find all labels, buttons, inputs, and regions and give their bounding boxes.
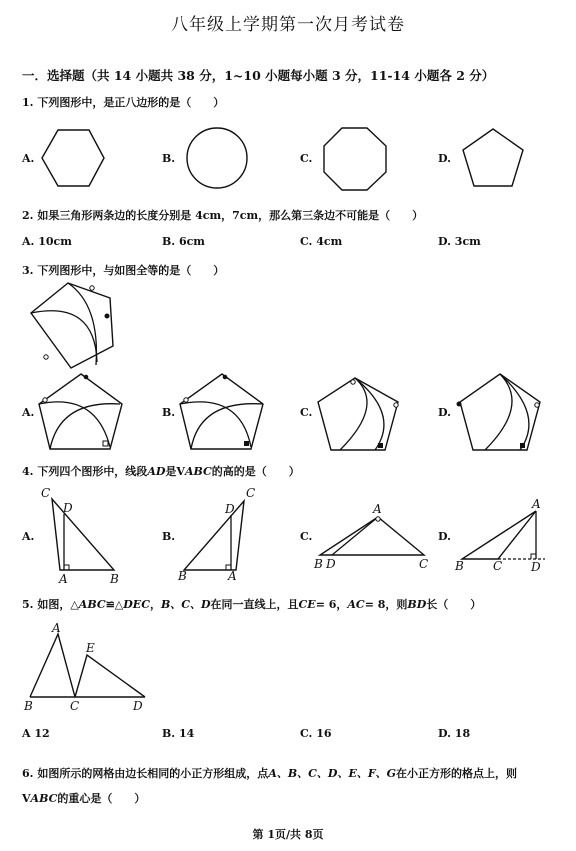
- q4a-label-b: B: [110, 572, 119, 586]
- q4c-label-c: C: [419, 557, 429, 571]
- q5-option-d[interactable]: D. 18: [438, 727, 471, 740]
- q1-option-d-label[interactable]: D.: [438, 152, 451, 165]
- q3-option-b-label[interactable]: B.: [162, 406, 176, 419]
- q5-option-a[interactable]: A 12: [22, 727, 50, 740]
- q4-option-c-label[interactable]: C.: [300, 530, 313, 543]
- q2-option-c[interactable]: C. 4cm: [300, 235, 343, 248]
- q4c-label-a: A: [373, 502, 382, 516]
- page-footer: 第 1页/共 8页: [252, 828, 324, 841]
- q5-label-e: E: [86, 641, 95, 655]
- q4b-label-d: D: [225, 502, 235, 516]
- q5-label-a: A: [52, 621, 61, 635]
- q5-label-d: D: [133, 699, 143, 713]
- q4d-label-b: B: [455, 559, 464, 573]
- q4-option-d-label[interactable]: D.: [438, 530, 451, 543]
- section-heading: 一．选择题（共 14 小题共 38 分，1~10 小题每小题 3 分，11-14 小题各 2 分）: [22, 68, 495, 83]
- question-4-stem: 4. 下列四个图形中，线段AD是VABC的高的是（ ）: [22, 465, 300, 478]
- q3-option-d-label[interactable]: D.: [438, 406, 451, 419]
- question-5-stem: 5. 如图，△ABC≌△DEC，B、C、D在同一直线上，且CE= 6，AC= 8，则BD长（ ）: [22, 598, 482, 611]
- question-1-stem: 1. 下列图形中，是正八边形的是（ ）: [22, 96, 225, 109]
- question-6-line-1: 6. 如图所示的网格由边长相同的小正方形组成，点A、B、C、D、E、F、G在小正方形的格点上，则: [22, 767, 518, 780]
- q3-option-c-label[interactable]: C.: [300, 406, 313, 419]
- q4a-label-c: C: [41, 486, 51, 500]
- q4d-label-d: D: [531, 560, 541, 574]
- q4-option-b-label[interactable]: B.: [162, 530, 176, 543]
- q4d-label-c: C: [493, 559, 503, 573]
- q4c-label-d: D: [326, 557, 336, 571]
- q1-option-a-label[interactable]: A.: [22, 152, 35, 165]
- question-6-line-2: VABC的重心是（ ）: [22, 792, 146, 805]
- q1-option-c-label[interactable]: C.: [300, 152, 313, 165]
- q5-option-c[interactable]: C. 16: [300, 727, 332, 740]
- q4c-label-b: B: [314, 557, 323, 571]
- q3-option-a-label[interactable]: A.: [22, 406, 35, 419]
- q4a-label-d: D: [63, 501, 73, 515]
- q5-option-b[interactable]: B. 14: [162, 727, 195, 740]
- q4-option-a-label[interactable]: A.: [22, 530, 35, 543]
- question-2-stem: 2. 如果三角形两条边的长度分别是 4cm，7cm，那么第三条边不可能是（ ）: [22, 209, 424, 222]
- q4b-label-a: A: [228, 569, 237, 583]
- page-title: 八年级上学期第一次月考试卷: [171, 15, 405, 35]
- q5-label-c: C: [70, 699, 80, 713]
- question-3-stem: 3. 下列图形中，与如图全等的是（ ）: [22, 264, 225, 277]
- q4b-label-c: C: [246, 486, 256, 500]
- q2-option-a[interactable]: A. 10cm: [22, 235, 72, 248]
- q4a-label-a: A: [59, 572, 68, 586]
- q4b-label-b: B: [178, 569, 187, 583]
- q2-option-d[interactable]: D. 3cm: [438, 235, 481, 248]
- q4d-label-a: A: [532, 497, 541, 511]
- q2-option-b[interactable]: B. 6cm: [162, 235, 205, 248]
- q5-label-b: B: [24, 699, 33, 713]
- q1-option-b-label[interactable]: B.: [162, 152, 176, 165]
